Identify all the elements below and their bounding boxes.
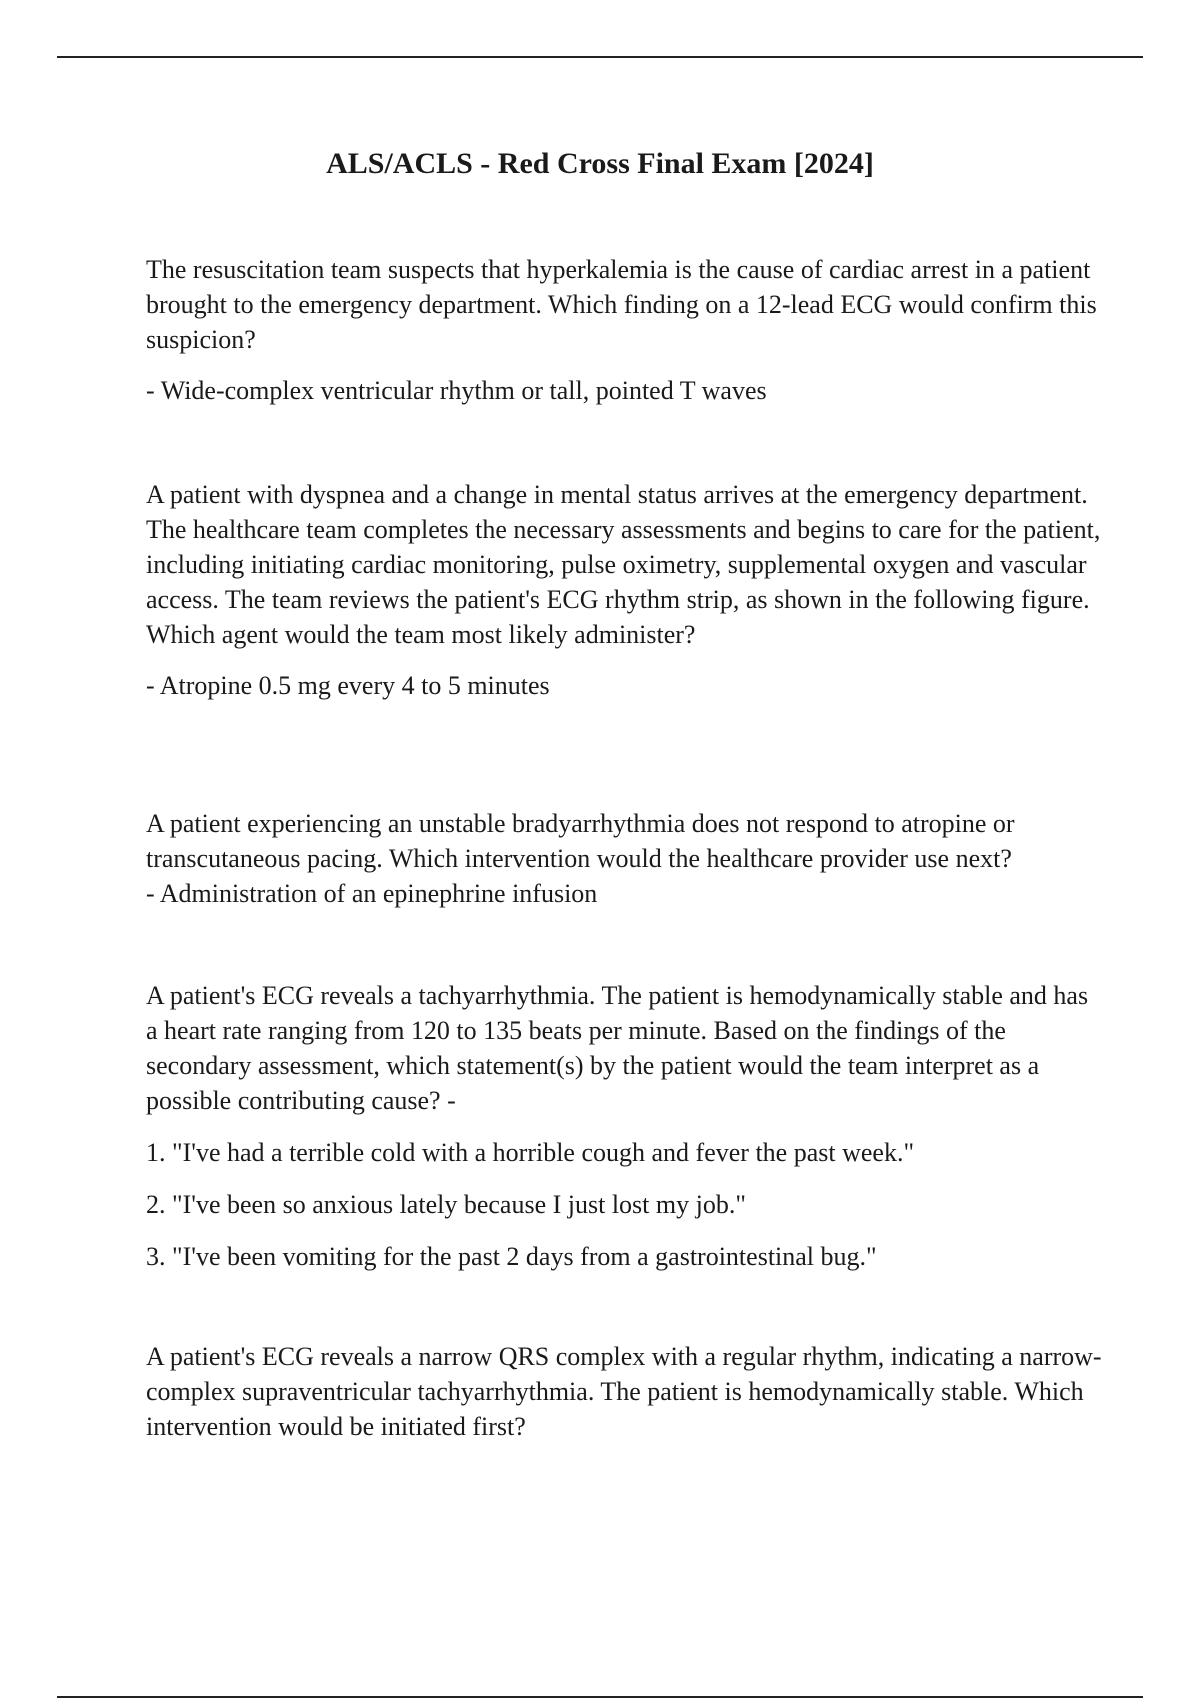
answer-text: - Administration of an epinephrine infusion bbox=[146, 879, 598, 908]
option-3: 3. "I've been vomiting for the past 2 days from a gastrointestinal bug." bbox=[146, 1242, 877, 1271]
question-block-1 bbox=[146, 252, 1106, 408]
question-text: A patient experiencing an unstable bradyarrhythmia does not respond to atropine or transcutaneous pacing. Which intervention would the healthcare provider use next? bbox=[146, 809, 1015, 873]
document-title: ALS/ACLS - Red Cross Final Exam [2024] bbox=[326, 147, 874, 180]
option-2: 2. "I've been so anxious lately because I just lost my job." bbox=[146, 1190, 746, 1219]
question-block-4 bbox=[146, 978, 1106, 1274]
question-text: A patient's ECG reveals a tachyarrhythmia. The patient is hemodynamically stable and has a heart rate ranging from 120 to 135 beats per minute. Based on the findings of the secondary assessment, which statement(s) by the patient would the team interpret as a possible contributing cause? - bbox=[146, 981, 1089, 1115]
answer-text: - Atropine 0.5 mg every 4 to 5 minutes bbox=[146, 671, 550, 700]
question-block-2 bbox=[146, 477, 1106, 703]
bottom-rule bbox=[57, 1696, 1143, 1698]
document-body bbox=[146, 0, 1106, 1700]
question-text: The resuscitation team suspects that hyperkalemia is the cause of cardiac arrest in a patient brought to the emergency department. Which finding on a 12-lead ECG would confirm this suspicion? bbox=[146, 255, 1097, 354]
answer-text: - Wide-complex ventricular rhythm or tall, pointed T waves bbox=[146, 376, 767, 405]
question-block-3 bbox=[146, 806, 1106, 911]
question-text: A patient's ECG reveals a narrow QRS complex with a regular rhythm, indicating a narrow-complex supraventricular tachyarrhythmia. The patient is hemodynamically stable. Which intervention would be initiated first? bbox=[146, 1342, 1102, 1441]
option-1: 1. "I've had a terrible cold with a horrible cough and fever the past week." bbox=[146, 1138, 915, 1167]
question-text: A patient with dyspnea and a change in mental status arrives at the emergency department. The healthcare team completes the necessary assessments and begins to care for the patient, including initiating cardiac monitoring, pulse oximetry, supplemental oxygen and vascular access. The team reviews the patient's ECG rhythm strip, as shown in the following figure. Which agent would the team most likely administer? bbox=[146, 480, 1101, 649]
question-block-5 bbox=[146, 1339, 1106, 1444]
